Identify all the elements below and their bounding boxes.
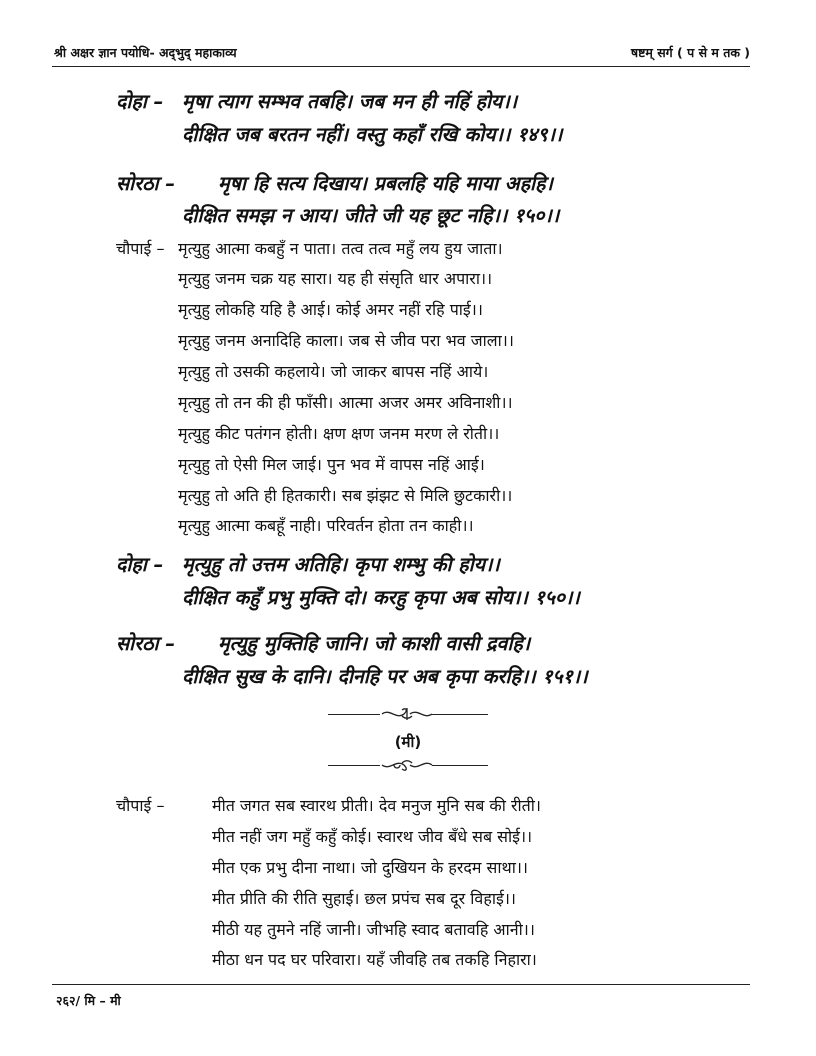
verse-line: मृत्युहु आत्मा कबहुँ न पाता। तत्व तत्व महुँ लय हुय जाता। [178, 239, 503, 258]
verse-line: दीक्षित जब बरतन नहीं। वस्तु कहाँ रखि कोय।। १४९।। [182, 123, 563, 146]
verse-line: दीक्षित कहुँ प्रभु मुक्ति दो। करहु कृपा अब सोय।। १५०।। [182, 586, 580, 609]
verse-line: मृत्युहु तो उत्तम अतिहि। कृपा शम्भु की होय।। [182, 553, 500, 576]
verse-line: दीक्षित समझ न आय। जीते जी यह छूट नहि।। १५०।। [182, 204, 560, 227]
chaupai-label: चौपाई – [116, 239, 165, 258]
verse-line: मृत्युहु मुक्तिहि जानि। जो काशी वासी द्रवहि। [218, 632, 531, 655]
verse-line: मीठी यह तुमने नहिं जानी। जीभहि स्वाद बतावहि आनी।। [212, 920, 535, 939]
running-header-chapter: षष्टम् सर्ग ( प से म तक ) [630, 45, 750, 60]
verse-line: मृत्युहु तो ऐसी मिल जाई। पुन भव में वापस नहिं आई। [178, 455, 485, 474]
verse-line: मृत्युहु जनम अनादिहि काला। जब से जीव परा भव जाला।। [178, 331, 514, 350]
verse-line: मृत्युहु कीट पतंगन होती। क्षण क्षण जनम मरण ले रोती।। [178, 424, 500, 443]
footer-rule [52, 984, 750, 985]
ornament-divider-bottom [300, 757, 512, 773]
verse-line: मृषा त्याग सम्भव तबहि। जब मन ही नहिं होय।। [182, 90, 518, 113]
verse-line: मृत्युहु तो अति ही हितकारी। सब झंझट से मिलि छुटकारी।। [178, 486, 513, 505]
doha-label: दोहा – [116, 90, 164, 113]
verse-line: मृत्युहु आत्मा कबहूँ नाही। परिवर्तन होता तन काही।। [178, 516, 474, 535]
chaupai-label: चौपाई – [116, 796, 165, 815]
verse-line: मीत जगत सब स्वारथ प्रीती। देव मनुज मुनि सब की रीती। [212, 796, 541, 815]
page-number: २६२/ मि – मी [56, 993, 121, 1008]
verse-line: मृत्युहु तो तन की ही फाँसी। आत्मा अजर अमर अविनाशी।। [178, 393, 513, 412]
doha-label: दोहा – [116, 553, 164, 576]
running-header-title: श्री अक्षर ज्ञान पयोधि- अद्‌भुद् महाकाव्य [54, 45, 237, 60]
flourish-icon [380, 706, 434, 722]
verse-line: दीक्षित सुख के दानि। दीनहि पर अब कृपा करहि।। १५१।। [182, 665, 588, 688]
verse-line: मीत नहीं जग महुँ कहुँ कोई। स्वारथ जीव बँधे सब सोई।। [212, 827, 533, 846]
section-title: (मी) [394, 733, 422, 751]
soratha-label: सोरठा – [116, 632, 176, 655]
verse-line: मृत्युहु तो उसकी कहलाये। जो जाकर बापस नहिं आये। [178, 362, 489, 381]
verse-line: मृषा हि सत्य दिखाय। प्रबलहि यहि माया अहहि। [218, 172, 553, 195]
verse-line: मीठा धन पद घर परिवारा। यहँ जीवहि तब तकहि निहारा। [212, 950, 537, 969]
soratha-label: सोरठा – [116, 172, 176, 195]
verse-line: मीत प्रीति की रीति सुहाई। छल प्रपंच सब दूर विहाई।। [212, 889, 516, 908]
header-rule [52, 66, 750, 67]
verse-line: मृत्युहु लोकहि यहि है आई। कोई अमर नहीं रहि पाई।। [178, 300, 483, 319]
verse-line: मृत्युहु जनम चक्र यह सारा। यह ही संसृति धार अपारा।। [178, 269, 493, 288]
verse-line: मीत एक प्रभु दीना नाथा। जो दुखियन के हरदम साथा।। [212, 858, 528, 877]
ornament-divider-top [300, 706, 512, 722]
flourish-icon [380, 757, 434, 773]
